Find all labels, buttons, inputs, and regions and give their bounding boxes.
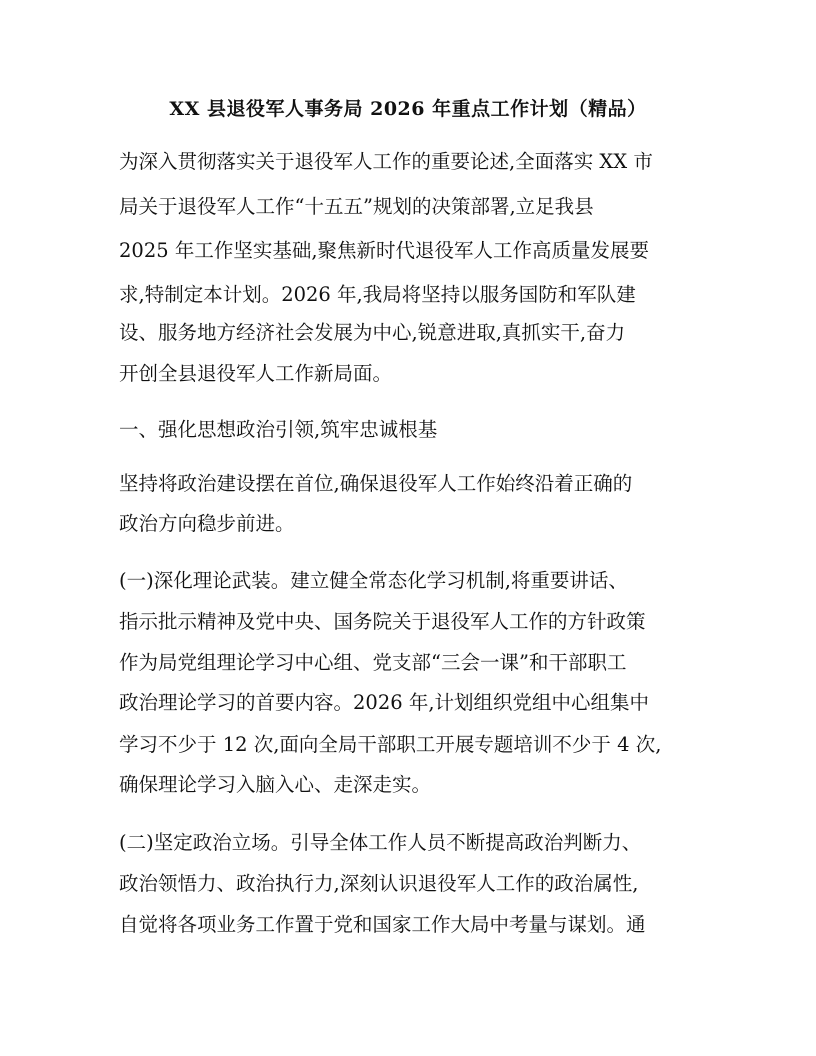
text-line: (二)坚定政治立场。引导全体工作人员不断提高政治判断力、: [119, 831, 642, 854]
text-line: 作为局党组理论学习中心组、党支部“三会一课”和干部职工: [119, 651, 627, 674]
text-line: 坚持将政治建设摆在首位,确保退役军人工作始终沿着正确的: [119, 472, 633, 495]
text-line: 开创全县退役军人工作新局面。: [119, 362, 393, 385]
section-heading: 一、强化思想政治引领,筑牢忠诚根基: [119, 418, 438, 441]
text-line: 政治理论学习的首要内容。2026 年,计划组织党组中心组集中: [119, 691, 650, 714]
text-line: 2025 年工作坚实基础,聚焦新时代退役军人工作高质量发展要: [119, 239, 650, 262]
text-line: (一)深化理论武装。建立健全常态化学习机制,将重要讲话、: [119, 569, 628, 592]
text-line: 局关于退役军人工作“十五五”规划的决策部署,立足我县: [119, 195, 594, 218]
document-title: XX 县退役军人事务局 2026 年重点工作计划（精品）: [169, 98, 647, 120]
text-line: 求,特制定本计划。2026 年,我局将坚持以服务国防和军队建: [119, 283, 636, 306]
text-line: 自觉将各项业务工作置于党和国家工作大局中考量与谋划。通: [119, 913, 646, 936]
text-line: 设、服务地方经济社会发展为中心,锐意进取,真抓实干,奋力: [119, 321, 626, 344]
text-line: 为深入贯彻落实关于退役军人工作的重要论述,全面落实 XX 市: [119, 150, 653, 173]
text-line: 学习不少于 12 次,面向全局干部职工开展专题培训不少于 4 次,: [119, 733, 662, 756]
text-line: 政治方向稳步前进。: [119, 512, 295, 535]
text-line: 政治领悟力、政治执行力,深刻认识退役军人工作的政治属性,: [119, 872, 639, 895]
text-line: 确保理论学习入脑入心、走深走实。: [119, 773, 432, 796]
text-line: 指示批示精神及党中央、国务院关于退役军人工作的方针政策: [119, 610, 646, 633]
